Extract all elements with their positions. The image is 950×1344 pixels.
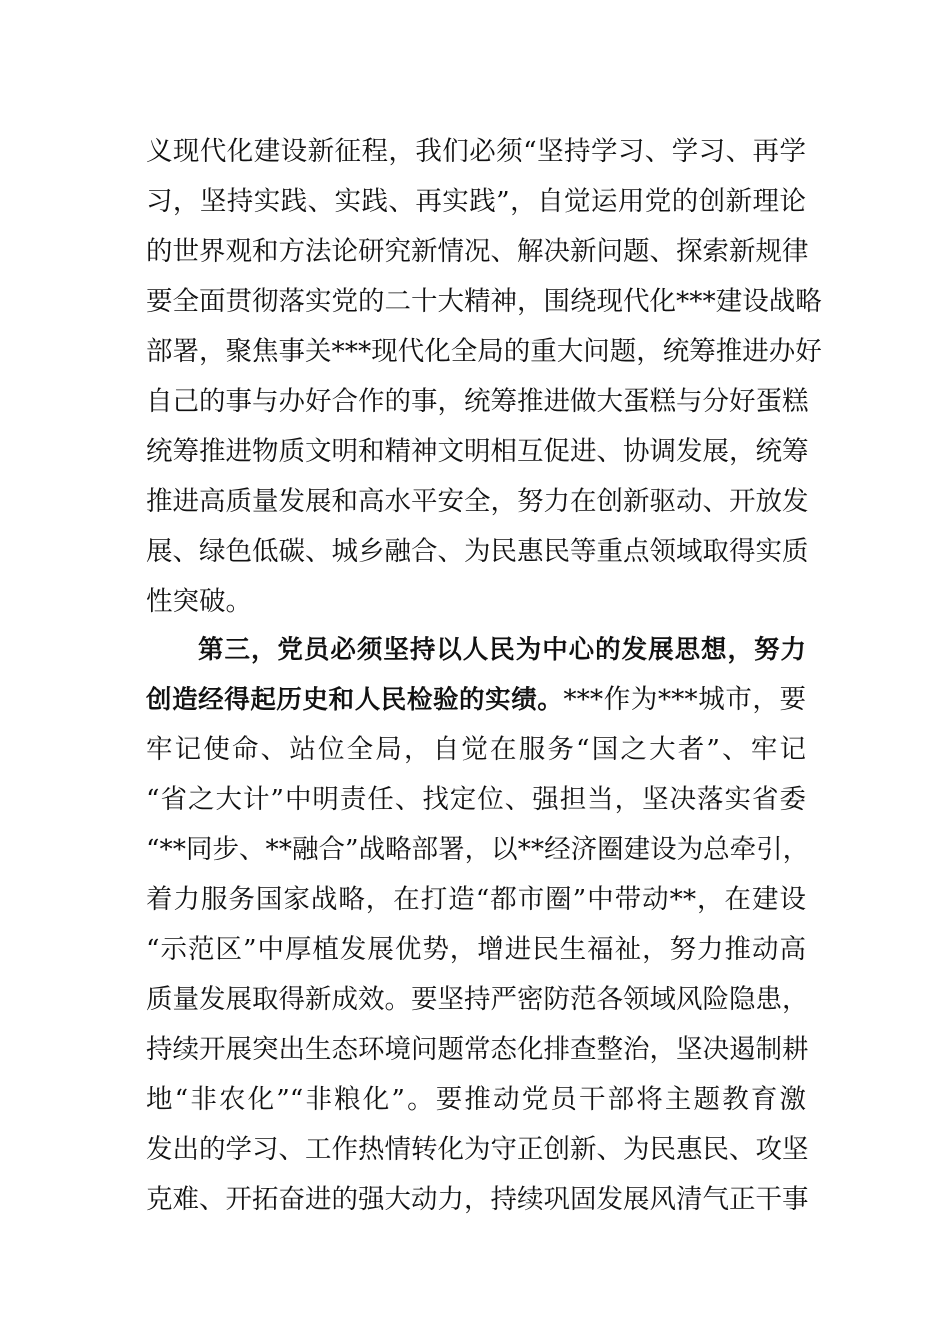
- text-line: 义现代化建设新征程，我们必须“坚持学习、学习、再学: [146, 136, 806, 167]
- text-line: 质量发展取得新成效。要坚持严密防范各领域风险隐患，: [146, 984, 809, 1015]
- text-line: 持续开展突出生态环境问题常态化排查整治，坚决遏制耕: [146, 1034, 809, 1065]
- section-3-line-2: [146, 680, 806, 720]
- text-line: 统筹推进物质文明和精神文明相互促进、协调发展，统筹: [146, 436, 809, 467]
- section-3-line-2-rest: ***作为***城市，要: [563, 684, 806, 715]
- text-line: “省之大计”中明责任、找定位、强担当，坚决落实省委: [146, 784, 806, 815]
- text-line: 推进高质量发展和高水平安全，努力在创新驱动、开放发: [146, 486, 809, 517]
- text-line: “**同步、**融合”战略部署，以**经济圈建设为总牵引，: [146, 834, 810, 865]
- text-line: 习，坚持实践、实践、再实践”，自觉运用党的创新理论: [146, 186, 806, 217]
- text-line: 克难、开拓奋进的强大动力，持续巩固发展风清气正干事: [146, 1184, 809, 1215]
- text-line: 要全面贯彻落实党的二十大精神，围绕现代化***建设战略: [146, 286, 822, 317]
- section-3-heading-line-2: 创造经得起历史和人民检验的实绩。: [146, 685, 564, 715]
- text-line: 牢记使命、站位全局，自觉在服务“国之大者”、牢记: [146, 734, 806, 765]
- section-3-heading-line-1: 第三，党员必须坚持以人民为中心的发展思想，努力: [198, 635, 806, 665]
- text-line: 地“非农化”“非粮化”。要推动党员干部将主题教育激: [146, 1084, 806, 1115]
- text-line: 的世界观和方法论研究新情况、解决新问题、探索新规律: [146, 236, 809, 267]
- text-line: 自己的事与办好合作的事，统筹推进做大蛋糕与分好蛋糕: [146, 386, 809, 417]
- text-line: 性突破。: [146, 586, 252, 617]
- text-line: 着力服务国家战略，在打造“都市圈”中带动**，在建设: [146, 884, 806, 915]
- text-line: 展、绿色低碳、城乡融合、为民惠民等重点领域取得实质: [146, 536, 809, 567]
- text-line: 部署，聚焦事关***现代化全局的重大问题，统筹推进办好: [146, 336, 822, 367]
- text-line: 发出的学习、工作热情转化为守正创新、为民惠民、攻坚: [146, 1134, 809, 1165]
- text-line: “示范区”中厚植发展优势，增进民生福祉，努力推动高: [146, 934, 806, 965]
